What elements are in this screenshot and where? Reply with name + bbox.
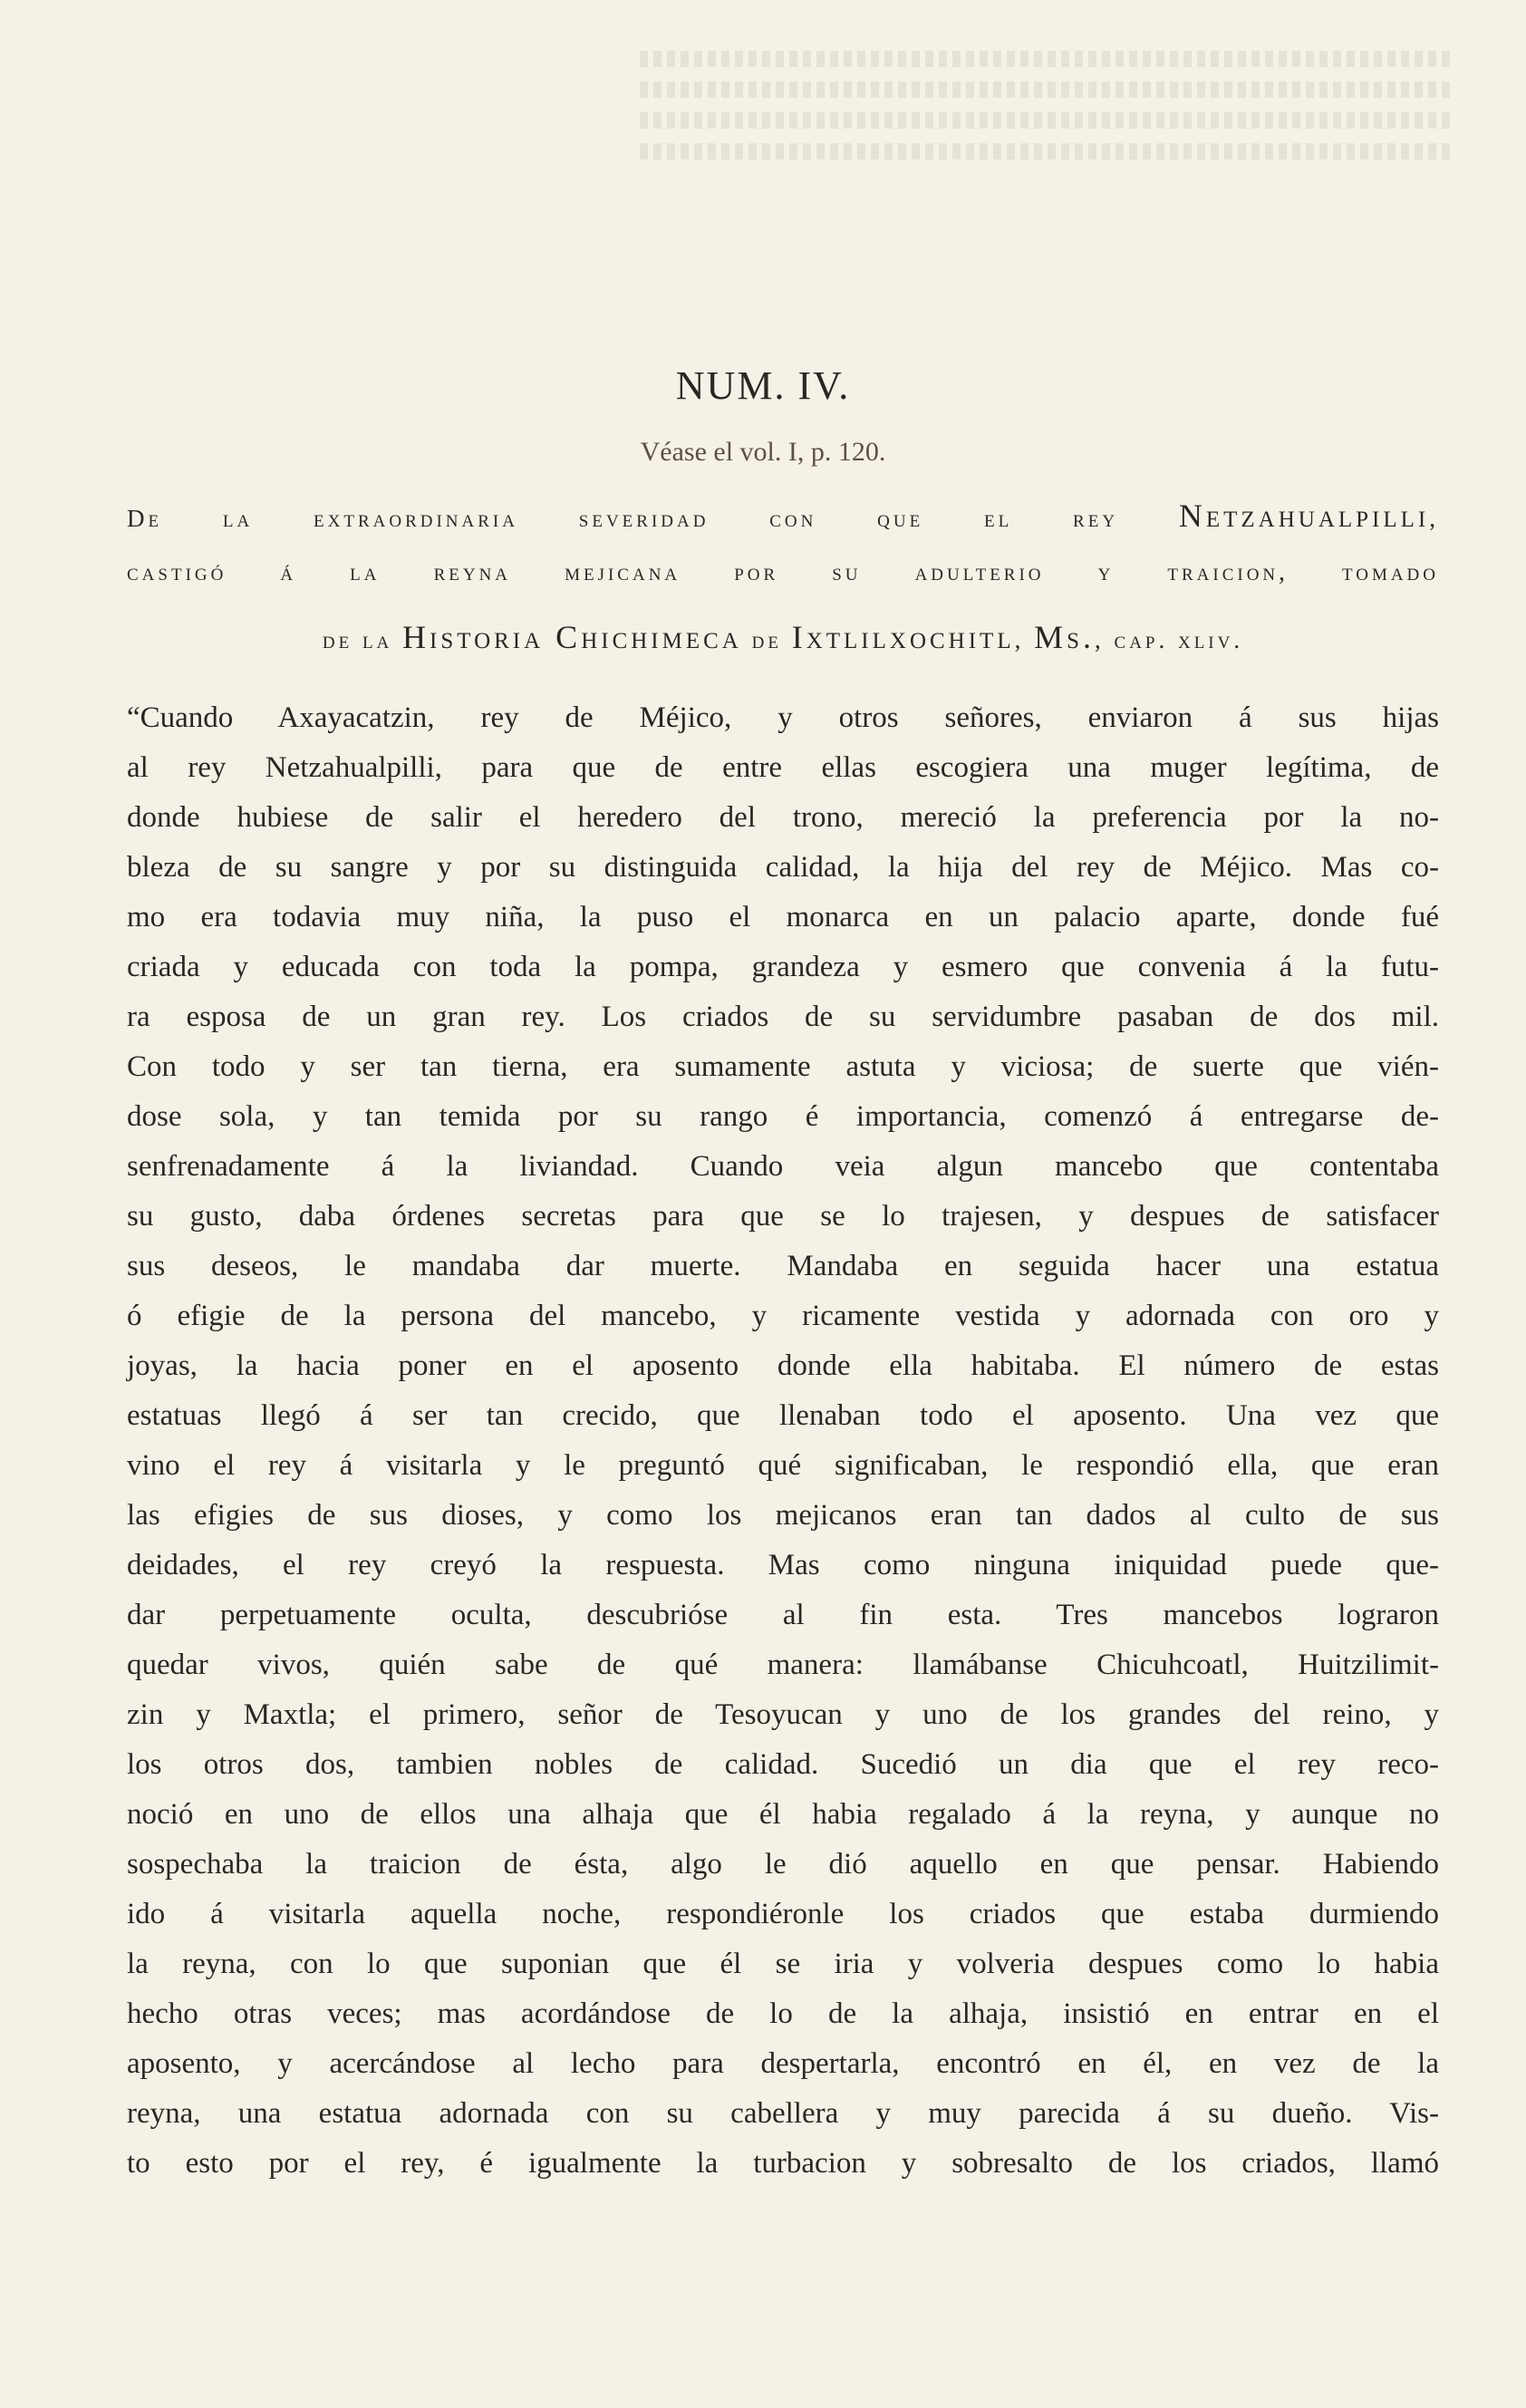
title-text: de la	[322, 626, 403, 653]
body-line: sospechaba la traicion de ésta, algo le dió aquello en que pensar. Habiendo	[127, 1848, 1439, 1881]
body-line: ó efigie de la persona del mancebo, y ricamente vestida y adornada con oro y	[127, 1300, 1439, 1332]
body-line: to esto por el rey, é igualmente la turbacion y sobresalto de los criados, llamó	[127, 2147, 1439, 2180]
body-line: su gusto, daba órdenes secretas para que se lo trajesen, y despues de satisfacer	[127, 1200, 1439, 1233]
body-line: “Cuando Axayacatzin, rey de Méjico, y otros señores, enviaron á sus hijas	[127, 701, 1439, 734]
body-line: los otros dos, tambien nobles de calidad. Sucedió un dia que el rey reco-	[127, 1748, 1439, 1781]
title-line-1	[127, 497, 1439, 535]
title-ms-abbrev: Ms.	[1034, 619, 1096, 655]
title-text: ,	[1429, 505, 1439, 532]
body-line: estatuas llegó á ser tan crecido, que llenaban todo el aposento. Una vez que	[127, 1399, 1439, 1432]
title-work-name: Historia Chichimeca	[402, 619, 742, 655]
title-proper-name: Netzahualpilli	[1178, 498, 1430, 534]
title-line-3	[127, 618, 1439, 656]
volume-reference: Véase el vol. I, p. 120.	[640, 437, 886, 467]
title-text: castigó á la reyna mejicana por su adulterio y traicion, tomado	[127, 558, 1439, 585]
body-line: al rey Netzahualpilli, para que de entre ellas escogiera una muger legítima, de	[127, 751, 1439, 784]
title-text: De la extraordinaria severidad con que el rey	[127, 505, 1179, 532]
body-line: deidades, el rey creyó la respuesta. Mas como ninguna iniquidad puede que-	[127, 1549, 1439, 1581]
body-line: noció en uno de ellos una alhaja que él habia regalado á la reyna, y aunque no	[127, 1798, 1439, 1831]
title-line-2	[127, 558, 1439, 586]
body-line: ra esposa de un gran rey. Los criados de su servidumbre pasaban de dos mil.	[127, 1001, 1439, 1033]
bleed-through-text	[634, 36, 1450, 181]
title-author-name: Ixtlilxochitl	[791, 619, 1015, 655]
body-line: donde hubiese de salir el heredero del trono, mereció la preferencia por la no-	[127, 801, 1439, 834]
title-text: , cap. xliv.	[1095, 626, 1244, 653]
body-line: Con todo y ser tan tierna, era sumamente astuta y viciosa; de suerte que vién-	[127, 1050, 1439, 1083]
body-line: quedar vivos, quién sabe de qué manera: llamábanse Chicuhcoatl, Huitzilimit-	[127, 1649, 1439, 1681]
body-line: dose sola, y tan temida por su rango é importancia, comenzó á entregarse de-	[127, 1100, 1439, 1133]
body-line: senfrenadamente á la liviandad. Cuando veia algun mancebo que contentaba	[127, 1150, 1439, 1183]
body-line: la reyna, con lo que suponian que él se iria y volveria despues como lo habia	[127, 1948, 1439, 1980]
body-line: mo era todavia muy niña, la puso el monarca en un palacio aparte, donde fué	[127, 901, 1439, 933]
title-text: de	[741, 626, 792, 653]
body-line: dar perpetuamente oculta, descubrióse al fin esta. Tres mancebos lograron	[127, 1599, 1439, 1631]
body-line: ido á visitarla aquella noche, respondiéronle los criados que estaba durmiendo	[127, 1898, 1439, 1930]
section-number-heading: NUM. IV.	[675, 363, 851, 408]
body-line: hecho otras veces; mas acordándose de lo de la alhaja, insistió en entrar en el	[127, 1997, 1439, 2030]
body-line: vino el rey á visitarla y le preguntó qué significaban, le respondió ella, que eran	[127, 1449, 1439, 1482]
title-text: ,	[1014, 626, 1035, 653]
body-line: zin y Maxtla; el primero, señor de Tesoyucan y uno de los grandes del reino, y	[127, 1698, 1439, 1731]
body-text	[127, 693, 1439, 2189]
body-line: joyas, la hacia poner en el aposento donde ella habitaba. El número de estas	[127, 1349, 1439, 1382]
body-line: las efigies de sus dioses, y como los mejicanos eran tan dados al culto de sus	[127, 1499, 1439, 1532]
body-line: sus deseos, le mandaba dar muerte. Mandaba en seguida hacer una estatua	[127, 1250, 1439, 1282]
body-line: reyna, una estatua adornada con su cabellera y muy parecida á su dueño. Vis-	[127, 2097, 1439, 2130]
body-line: criada y educada con toda la pompa, grandeza y esmero que convenia á la futu-	[127, 951, 1439, 983]
body-line: aposento, y acercándose al lecho para despertarla, encontró en él, en vez de la	[127, 2047, 1439, 2080]
body-line: bleza de su sangre y por su distinguida calidad, la hija del rey de Méjico. Mas co-	[127, 851, 1439, 884]
